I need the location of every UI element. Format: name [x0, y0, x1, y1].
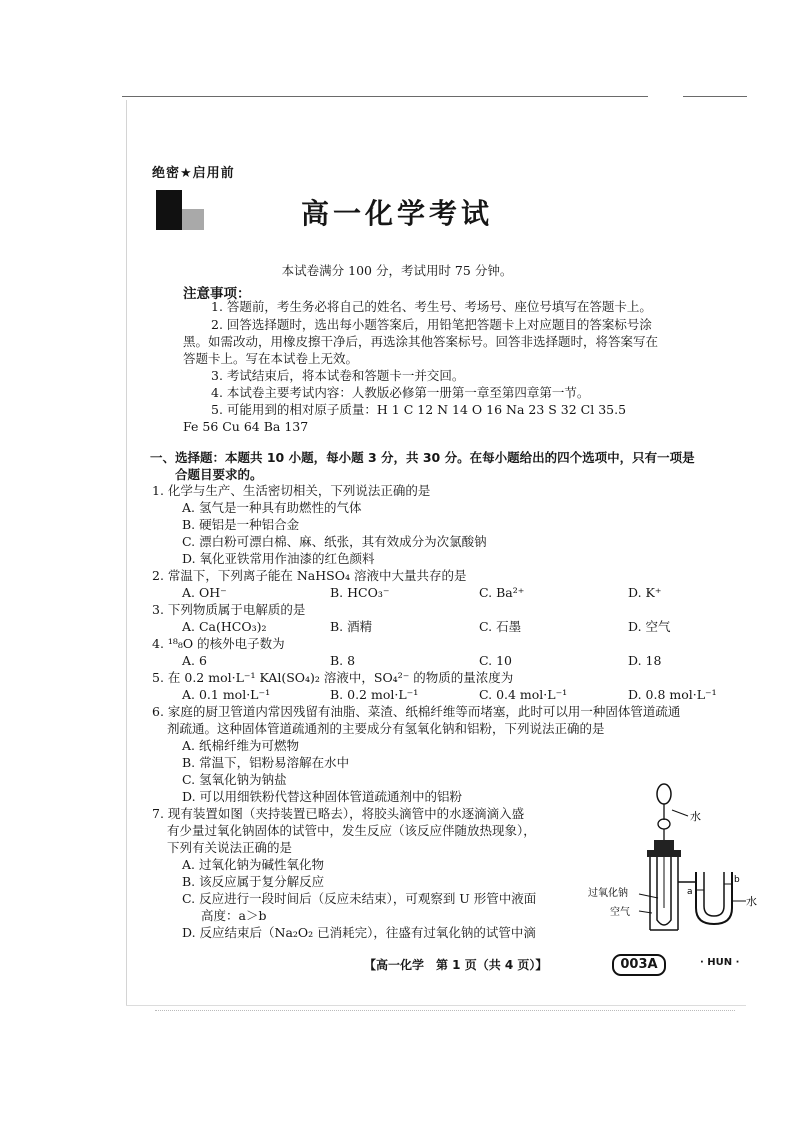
top-rule-left [122, 96, 648, 97]
label-a: a [687, 887, 693, 897]
q7-option-d: D. 反应结束后（Na₂O₂ 已消耗完），往盛有过氧化钠的试管中滴 [182, 925, 536, 940]
notice-line: Fe 56 Cu 64 Ba 137 [183, 419, 309, 434]
question-7-stem-cont: 有少量过氧化钠固体的试管中，发生反应（该反应伴随放热现象）， [167, 823, 536, 838]
notice-line: 5. 可能用到的相对原子质量：H 1 C 12 N 14 O 16 Na 23 S 32 Cl 35.5 [211, 402, 627, 417]
q2-option-b: B. HCO₃⁻ [330, 585, 390, 600]
q2-option-c: C. Ba²⁺ [479, 585, 525, 600]
notice-line: 3. 考试结束后，将本试卷和答题卡一并交回。 [211, 368, 465, 383]
scan-edge-bottom [126, 1005, 746, 1006]
q7-option-b: B. 该反应属于复分解反应 [182, 874, 325, 889]
dropper-reservoir [658, 819, 670, 829]
question-7-stem: 7. 现有装置如图（夹持装置已略去），将胶头滴管中的水逐滴滴入盛 [152, 806, 525, 821]
q5-option-b: B. 0.2 mol·L⁻¹ [330, 687, 419, 702]
question-2-stem: 2. 常温下，下列离子能在 NaHSO₄ 溶液中大量共存的是 [152, 568, 467, 583]
q3-option-a: A. Ca(HCO₃)₂ [182, 619, 267, 634]
label-peroxide: 过氧化钠 [588, 888, 628, 899]
label-b: b [734, 875, 740, 885]
q3-option-b: B. 酒精 [330, 619, 373, 634]
q3-option-d: D. 空气 [628, 619, 671, 634]
q6-option-a: A. 纸棉纤维为可燃物 [182, 738, 299, 753]
q4-option-a: A. 6 [182, 653, 207, 668]
notice-line: 2. 回答选择题时，选出每小题答案后，用铅笔把答题卡上对应题目的答案标号涂 [211, 317, 652, 332]
notice-line: 答题卡上。写在本试卷上无效。 [183, 351, 359, 366]
label-water-top: 水 [690, 810, 701, 823]
q6-option-d: D. 可以用细铁粉代替这种固体管道疏通剂中的铝粉 [182, 789, 463, 804]
q6-option-c: C. 氢氧化钠为钠盐 [182, 772, 287, 787]
q5-option-a: A. 0.1 mol·L⁻¹ [182, 687, 271, 702]
scan-dotted-edge [155, 1010, 735, 1011]
question-6-stem-cont: 剂疏通。这种固体管道疏通剂的主要成分有氢氧化钠和铝粉，下列说法正确的是 [167, 721, 605, 736]
q3-option-c: C. 石墨 [479, 619, 522, 634]
question-1-stem: 1. 化学与生产、生活密切相关，下列说法正确的是 [152, 483, 431, 498]
scan-edge-left [126, 100, 127, 1005]
q7-option-a: A. 过氧化钠为碱性氧化物 [182, 857, 324, 872]
page-title: 高一化学考试 [300, 197, 493, 230]
question-4-stem: 4. ¹⁸₈O 的核外电子数为 [152, 636, 285, 651]
u-tube-inner [704, 872, 724, 916]
q1-option-b: B. 硬铝是一种铝合金 [182, 517, 300, 532]
top-rule-right [683, 96, 747, 97]
apparatus-diagram [584, 780, 764, 940]
q1-option-a: A. 氢气是一种具有助燃性的气体 [182, 500, 362, 515]
secret-label: 绝密★启用前 [152, 166, 235, 181]
label-air: 空气 [610, 907, 630, 918]
paper-code-badge: 003A [612, 954, 666, 976]
q6-option-b: B. 常温下，铝粉易溶解在水中 [182, 755, 350, 770]
q7-option-c-cont: 高度：a＞b [201, 908, 267, 923]
q5-option-c: C. 0.4 mol·L⁻¹ [479, 687, 568, 702]
footer-region: · HUN · [700, 957, 740, 968]
q7-option-c: C. 反应进行一段时间后（反应未结束），可观察到 U 形管中液面 [182, 891, 537, 906]
q4-option-d: D. 18 [628, 653, 662, 668]
label-water-right: 水 [746, 895, 757, 908]
q4-option-b: B. 8 [330, 653, 356, 668]
question-5-stem: 5. 在 0.2 mol·L⁻¹ KAl(SO₄)₂ 溶液中，SO₄²⁻ 的物质的量浓度为 [152, 670, 514, 685]
dropper-bulb [657, 784, 671, 804]
exam-subtitle: 本试卷满分 100 分，考试用时 75 分钟。 [281, 263, 513, 278]
section-heading: 一、选择题：本题共 10 小题，每小题 3 分，共 30 分。在每小题给出的四个选项中，只有一项是 [150, 450, 695, 465]
peroxide-leader [639, 894, 658, 898]
q1-option-c: C. 漂白粉可漂白棉、麻、纸张，其有效成分为次氯酸钠 [182, 534, 487, 549]
q2-option-a: A. OH⁻ [182, 585, 227, 600]
notice-line: 4. 本试卷主要考试内容：人教版必修第一册第一章至第四章第一节。 [211, 385, 590, 400]
q5-option-d: D. 0.8 mol·L⁻¹ [628, 687, 717, 702]
notice-line: 黑。如需改动，用橡皮擦干净后，再选涂其他答案标号。回答非选择题时，将答案写在 [183, 334, 659, 349]
notice-heading: 注意事项： [183, 286, 251, 302]
q2-option-d: D. K⁺ [628, 585, 662, 600]
question-6-stem: 6. 家庭的厨卫管道内常因残留有油脂、菜渣、纸棉纤维等而堵塞，此时可以用一种固体管道疏通 [152, 704, 681, 719]
question-3-stem: 3. 下列物质属于电解质的是 [152, 602, 306, 617]
q4-option-c: C. 10 [479, 653, 512, 668]
stopper [654, 840, 674, 850]
notice-line: 1. 答题前，考生务必将自己的姓名、考生号、考场号、座位号填写在答题卡上。 [211, 299, 652, 314]
question-7-stem-cont: 下列有关说法正确的是 [167, 840, 293, 855]
q1-option-d: D. 氧化亚铁常用作油漆的红色颜料 [182, 551, 375, 566]
water-top-leader [672, 810, 688, 816]
section-heading-cont: 合题目要求的。 [175, 467, 263, 482]
outer-stopper [647, 850, 681, 857]
footer-page-info: 【高一化学 第 1 页（共 4 页）】 [364, 958, 548, 972]
